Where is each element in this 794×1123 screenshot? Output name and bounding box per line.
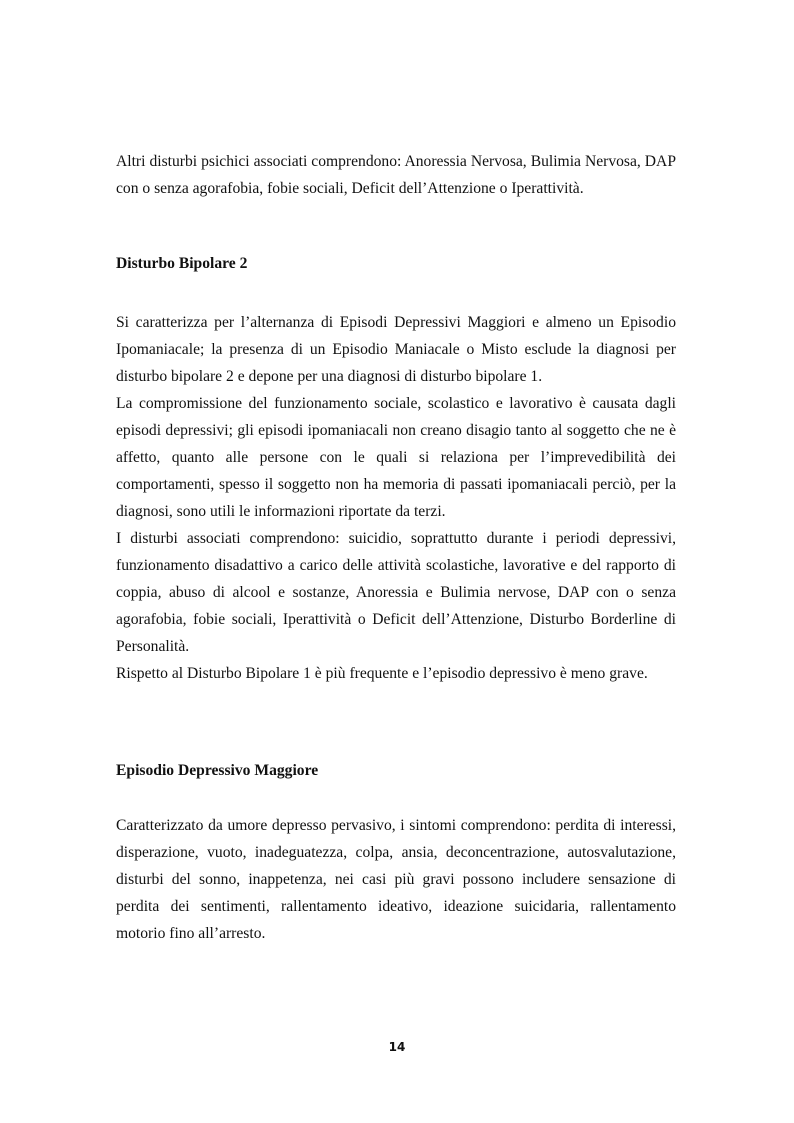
bipolar2-section-heading-wrap bbox=[116, 254, 676, 274]
major-depressive-heading-wrap bbox=[116, 761, 676, 781]
major-depressive-heading: Episodio Depressivo Maggiore bbox=[116, 762, 319, 779]
bipolar2-paragraph-impairment: La compromissione del funzionamento sociale, scolastico e lavorativo è causata dagli episodi depressivi; gli episodi ipomaniacali non creano disagio tanto al soggetto che ne è affetto, quanto alle persone con le quali si relaziona per l’imprevedibilità dei comportamenti, spesso il soggetto non ha memoria di passati ipomaniacali perciò, per la diagnosi, sono utili le informazioni riportate da terzi. bbox=[116, 395, 676, 520]
page-number: 14 bbox=[388, 1040, 406, 1054]
major-depressive-body bbox=[116, 812, 676, 947]
bipolar2-paragraph-associated-disorders: I disturbi associati comprendono: suicidio, soprattutto durante i periodi depressivi, funzionamento disadattivo a carico delle attività scolastiche, lavorative e del rapporto di coppia, abuso di alcool e sostanze, Anoressia e Bulimia nervose, DAP con o senza agorafobia, fobie sociali, Iperattività o Deficit dell’Attenzione, Disturbo Borderline di Personalità. bbox=[116, 530, 676, 655]
bipolar2-paragraph-definition: Si caratterizza per l’alternanza di Episodi Depressivi Maggiori e almeno un Episodio Ipomaniacale; la presenza di un Episodio Maniacale o Misto esclude la diagnosi per disturbo bipolare 2 e depone per una diagnosi di disturbo bipolare 1. bbox=[116, 314, 676, 385]
bipolar2-body bbox=[116, 309, 676, 687]
intro-paragraph: Altri disturbi psichici associati comprendono: Anoressia Nervosa, Bulimia Nervosa, DAP con o senza agorafobia, fobie sociali, Deficit dell’Attenzione o Iperattività. bbox=[116, 153, 676, 197]
bipolar2-heading: Disturbo Bipolare 2 bbox=[116, 255, 248, 272]
bipolar2-paragraph-comparison: Rispetto al Disturbo Bipolare 1 è più frequente e l’episodio depressivo è meno grave. bbox=[116, 665, 648, 682]
major-depressive-paragraph: Caratterizzato da umore depresso pervasivo, i sintomi comprendono: perdita di interessi, disperazione, vuoto, inadeguatezza, colpa, ansia, deconcentrazione, autosvalutazione, disturbi del sonno, inappetenza, nei casi più gravi possono includere sensazione di perdita dei sentimenti, rallentamento ideativo, ideazione suicidaria, rallentamento motorio fino all’arresto. bbox=[116, 817, 676, 942]
intro-section bbox=[116, 148, 676, 202]
